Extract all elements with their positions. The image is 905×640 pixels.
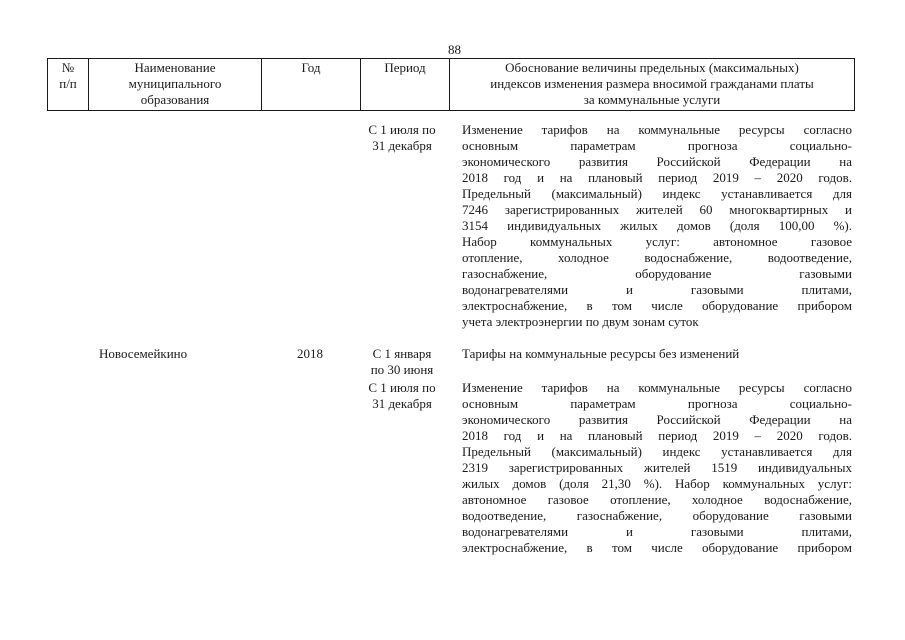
basis-line: 2018 год и на плановый период 2019 – 2020 годов. <box>462 428 852 443</box>
basis-line: газоснабжение, оборудование газовыми <box>462 266 852 281</box>
basis-line: отопление, холодное водоснабжение, водоотведение, <box>462 250 852 265</box>
header-year: Год <box>262 59 361 111</box>
row3-basis <box>462 380 852 556</box>
header-num <box>48 59 89 111</box>
row1-period: С 1 июля по 31 декабря <box>368 122 436 153</box>
basis-line: водоотведение, газоснабжение, оборудование газовыми <box>462 508 852 523</box>
basis-line: Изменение тарифов на коммунальные ресурсы согласно <box>462 380 852 395</box>
basis-line: водонагревателями и газовыми плитами, <box>462 282 852 297</box>
row1-basis <box>462 122 852 330</box>
row2-municipality-name: Новосемейкино <box>99 346 188 361</box>
basis-line: электроснабжение, в том числе оборудование прибором <box>462 298 852 313</box>
basis-line: водонагревателями и газовыми плитами, <box>462 524 852 539</box>
row2-basis: Тарифы на коммунальные ресурсы без изменений <box>462 346 740 361</box>
row2-period: С 1 января по 30 июня <box>370 346 434 377</box>
header-basis-line: Обоснование величины предельных (максимальных) индексов изменения размера вносимой гражданами платы за коммунальные услуги <box>490 60 814 107</box>
basis-line: основным параметрам прогноза социально- <box>462 138 852 153</box>
basis-line: 2018 год и на плановый период 2019 – 2020 годов. <box>462 170 852 185</box>
basis-line: экономического развития Российской Федерации на <box>462 412 852 427</box>
row2-year: 2018 <box>297 346 323 361</box>
basis-line: 2319 зарегистрированных жителей 1519 индивидуальных <box>462 460 852 475</box>
basis-line: жилых домов (доля 21,30 %). Набор коммунальных услуг: <box>462 476 852 491</box>
header-name-line: Наименование муниципального образования <box>128 60 222 107</box>
page-number: 88 <box>448 42 461 57</box>
header-basis <box>450 59 855 111</box>
basis-line: учета электроэнергии по двум зонам суток <box>462 314 699 329</box>
header-name <box>89 59 262 111</box>
header-num-line: № п/п <box>59 60 77 91</box>
basis-line: 7246 зарегистрированных жителей 60 многоквартирных и <box>462 202 852 217</box>
table-header <box>47 58 855 111</box>
basis-line: Набор коммунальных услуг: автономное газовое <box>462 234 852 249</box>
row3-period: С 1 июля по 31 декабря <box>368 380 436 411</box>
basis-line: Изменение тарифов на коммунальные ресурсы согласно <box>462 122 852 137</box>
header-period: Период <box>361 59 450 111</box>
basis-line: экономического развития Российской Федерации на <box>462 154 852 169</box>
basis-line: электроснабжение, в том числе оборудование прибором <box>462 540 852 555</box>
basis-line: Предельный (максимальный) индекс устанавливается для <box>462 186 852 201</box>
basis-line: Предельный (максимальный) индекс устанавливается для <box>462 444 852 459</box>
header-row <box>48 59 855 111</box>
basis-line: основным параметрам прогноза социально- <box>462 396 852 411</box>
basis-line: автономное газовое отопление, холодное водоснабжение, <box>462 492 852 507</box>
basis-line: 3154 индивидуальных жилых домов (доля 100,00 %). <box>462 218 852 233</box>
